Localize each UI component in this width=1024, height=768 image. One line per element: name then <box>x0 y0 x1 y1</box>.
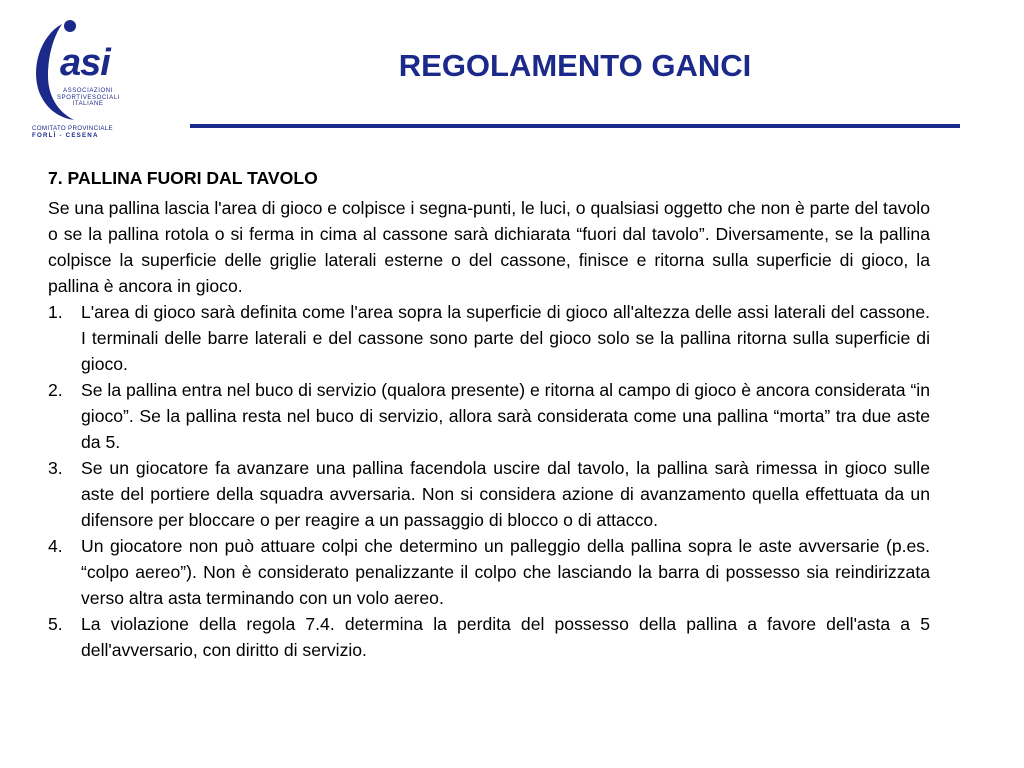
logo-subtitle <box>57 88 119 108</box>
rule-text: Se un giocatore fa avanzare una pallina facendola uscire dal tavolo, la pallina sarà rimessa in gioco sulle aste del portiere della squadra avversaria. Non si considera azione di avanzamento quella effettuata da un difensore per bloccare o per reagire a un passaggio di blocco o di attacco. <box>81 458 930 530</box>
logo-subtitle-line-2: SPORTIVESOCIALI <box>57 94 120 101</box>
rule-text: L'area di gioco sarà definita come l'area sopra la superficie di gioco all'altezza delle assi laterali del cassone. I terminali delle barre laterali e del cassone sono parte del gioco solo se la pallina ritorna sulla superficie di gioco. <box>81 302 930 374</box>
rule-item <box>48 377 930 455</box>
rule-number: 5. <box>48 614 63 634</box>
section-intro: Se una pallina lascia l'area di gioco e colpisce i segna-punti, le luci, o qualsiasi oggetto che non è parte del tavolo o se la pallina rotola o si ferma in cima al cassone sarà dichiarata “fuori dal tavolo”. Diversamente, se la pallina colpisce la superficie delle griglie laterali esterne o del cassone, finisce e ritorna sulla superficie di gioco, la pallina è ancora in gioco. <box>48 198 930 296</box>
rule-text: Un giocatore non può attuare colpi che determino un palleggio della pallina sopra le aste avversarie (p.es. “colpo aereo”). Non è considerato penalizzante il colpo che lasciando la barra di possesso sia reindirizzata verso altra asta terminando con un volo aereo. <box>81 536 930 608</box>
rule-text: Se la pallina entra nel buco di servizio (qualora presente) e ritorna al campo di gioco è ancora considerata “in gioco”. Se la pallina resta nel buco di servizio, allora sarà considerata come una pallina “morta” tra due aste da 5. <box>81 380 930 452</box>
rule-item <box>48 299 930 377</box>
rule-number: 3. <box>48 458 63 478</box>
page-title: REGOLAMENTO GANCI <box>398 48 752 83</box>
rule-number: 1. <box>48 302 63 322</box>
logo-subtitle-line-1: ASSOCIAZIONI <box>63 88 113 94</box>
logo-city-text: FORLÌ - CESENA <box>32 132 99 139</box>
rule-item <box>48 455 930 533</box>
rule-item <box>48 611 930 663</box>
logo-brand-text: asi <box>60 42 110 84</box>
asi-logo <box>22 14 122 139</box>
logo-subtitle-line-3: ITALIANE <box>72 101 104 108</box>
rules-list <box>48 299 930 663</box>
rule-number: 4. <box>48 536 63 556</box>
rule-text: La violazione della regola 7.4. determina la perdita del possesso della pallina a favore dell'asta a 5 dell'avversario, con diritto di servizio. <box>81 614 930 660</box>
logo-committee-text: COMITATO PROVINCIALE <box>32 125 113 132</box>
rule-item <box>48 533 930 611</box>
section-heading: 7. PALLINA FUORI DAL TAVOLO <box>48 168 318 188</box>
document-body <box>48 165 930 663</box>
rule-number: 2. <box>48 380 63 400</box>
title-divider <box>190 124 960 128</box>
logo-committee-block <box>32 125 127 139</box>
